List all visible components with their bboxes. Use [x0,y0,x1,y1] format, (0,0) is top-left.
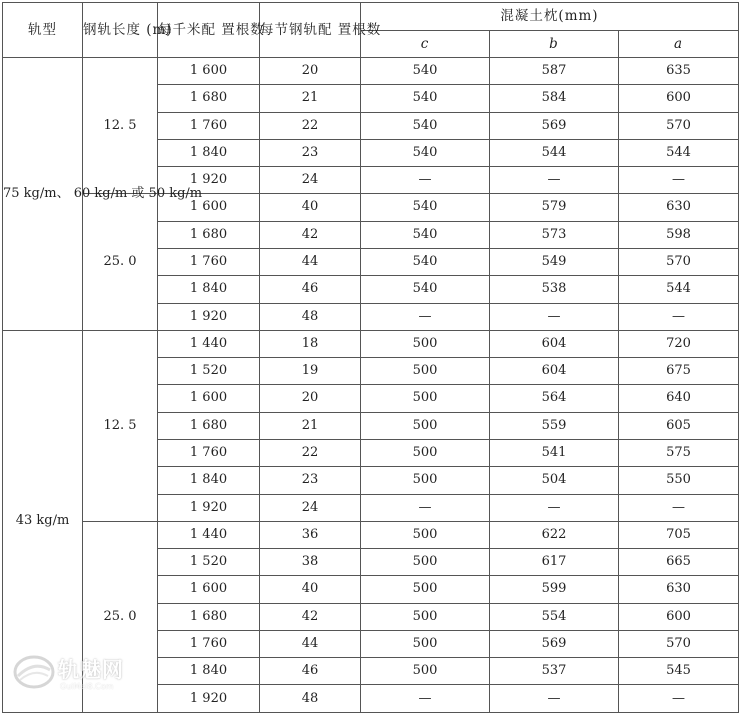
sleeper-a-cell: 598 [619,221,739,248]
sleeper-b-cell: 599 [490,576,619,603]
sleeper-b-cell: 544 [490,139,619,166]
per-km-cell: 1 760 [158,439,260,466]
per-section-cell: 23 [260,467,361,494]
sleeper-b-cell: 604 [490,330,619,357]
per-km-cell: 1 600 [158,385,260,412]
sleeper-c-cell: 540 [361,112,490,139]
per-section-cell: 19 [260,358,361,385]
sleeper-a-cell: — [619,303,739,330]
table-row [3,521,739,548]
per-km-cell: 1 920 [158,685,260,713]
sleeper-c-cell: 500 [361,521,490,548]
per-km-cell: 1 920 [158,167,260,194]
sleeper-a-cell: — [619,685,739,713]
sleeper-c-cell: 540 [361,85,490,112]
header-rail-type: 轨型 [3,3,83,58]
per-km-cell: 1 760 [158,248,260,275]
rail-length-cell: 25. 0 [83,194,158,330]
header-per-km: 每千米配 置根数 [158,3,260,58]
sleeper-c-cell: 500 [361,603,490,630]
sleeper-c-cell: 500 [361,358,490,385]
rail-length-cell: 25. 0 [83,521,158,712]
sleeper-c-cell: 500 [361,330,490,357]
per-km-cell: 1 520 [158,358,260,385]
sleeper-b-cell: 573 [490,221,619,248]
header-rail-length: 钢轨长度 (m) [83,3,158,58]
per-section-cell: 36 [260,521,361,548]
sleeper-a-cell: 575 [619,439,739,466]
sleeper-c-cell: 500 [361,549,490,576]
per-section-cell: 20 [260,385,361,412]
sleeper-a-cell: 570 [619,630,739,657]
sleeper-c-cell: 500 [361,467,490,494]
sleeper-a-cell: 570 [619,112,739,139]
per-km-cell: 1 840 [158,658,260,685]
per-km-cell: 1 840 [158,276,260,303]
per-section-cell: 42 [260,603,361,630]
per-section-cell: 24 [260,494,361,521]
sleeper-b-cell: 604 [490,358,619,385]
per-section-cell: 23 [260,139,361,166]
per-section-cell: 38 [260,549,361,576]
sleeper-a-cell: 550 [619,467,739,494]
per-km-cell: 1 840 [158,467,260,494]
per-km-cell: 1 440 [158,330,260,357]
header-col-b: b [490,31,619,58]
sleeper-b-cell: — [490,494,619,521]
per-km-cell: 1 520 [158,549,260,576]
sleeper-b-cell: 569 [490,630,619,657]
sleeper-b-cell: 587 [490,58,619,85]
header-per-section: 每节钢轨配 置根数 [260,3,361,58]
sleeper-a-cell: 640 [619,385,739,412]
per-section-cell: 24 [260,167,361,194]
per-km-cell: 1 920 [158,494,260,521]
sleeper-b-cell: 538 [490,276,619,303]
sleeper-b-cell: 549 [490,248,619,275]
watermark-text: 轨魅网 [58,658,124,682]
table-row [3,58,739,85]
per-section-cell: 21 [260,412,361,439]
header-concrete-sleeper: 混凝土枕(mm) [361,3,739,31]
per-km-cell: 1 760 [158,630,260,657]
per-section-cell: 48 [260,685,361,713]
sleeper-b-cell: — [490,685,619,713]
sleeper-c-cell: 540 [361,221,490,248]
per-section-cell: 18 [260,330,361,357]
sleeper-c-cell: — [361,494,490,521]
sleeper-b-cell: 564 [490,385,619,412]
sleeper-b-cell: 569 [490,112,619,139]
sleeper-a-cell: 635 [619,58,739,85]
sleeper-c-cell: 500 [361,630,490,657]
sleeper-c-cell: — [361,685,490,713]
sleeper-a-cell: 630 [619,194,739,221]
table-row [3,330,739,357]
sleeper-c-cell: 540 [361,248,490,275]
sleeper-a-cell: 600 [619,85,739,112]
sleeper-a-cell: 544 [619,276,739,303]
sleeper-c-cell: 540 [361,276,490,303]
sleeper-a-cell: — [619,167,739,194]
rail-type-cell: 43 kg/m [3,330,83,712]
rail-length-cell: 12. 5 [83,58,158,194]
header-col-a: a [619,31,739,58]
sleeper-b-cell: 537 [490,658,619,685]
sleeper-a-cell: 545 [619,658,739,685]
per-section-cell: 46 [260,276,361,303]
sleeper-c-cell: — [361,303,490,330]
per-km-cell: 1 600 [158,576,260,603]
sleeper-a-cell: 544 [619,139,739,166]
per-section-cell: 40 [260,194,361,221]
per-section-cell: 44 [260,630,361,657]
per-km-cell: 1 600 [158,58,260,85]
sleeper-c-cell: 540 [361,194,490,221]
per-km-cell: 1 760 [158,112,260,139]
per-section-cell: 46 [260,658,361,685]
sleeper-b-cell: 559 [490,412,619,439]
per-km-cell: 1 840 [158,139,260,166]
per-km-cell: 1 680 [158,603,260,630]
sleeper-a-cell: 705 [619,521,739,548]
sleeper-a-cell: 665 [619,549,739,576]
sleeper-c-cell: 500 [361,658,490,685]
per-km-cell: 1 680 [158,221,260,248]
sleeper-b-cell: 504 [490,467,619,494]
per-km-cell: 1 920 [158,303,260,330]
sleeper-a-cell: 600 [619,603,739,630]
per-section-cell: 20 [260,58,361,85]
sleeper-a-cell: 630 [619,576,739,603]
sleeper-c-cell: — [361,167,490,194]
header-col-c: c [361,31,490,58]
sleeper-a-cell: 720 [619,330,739,357]
per-section-cell: 42 [260,221,361,248]
sleeper-b-cell: — [490,167,619,194]
per-section-cell: 22 [260,112,361,139]
sleeper-b-cell: — [490,303,619,330]
sleeper-a-cell: 675 [619,358,739,385]
sleeper-b-cell: 584 [490,85,619,112]
sleeper-c-cell: 500 [361,439,490,466]
sleeper-c-cell: 500 [361,412,490,439]
per-km-cell: 1 600 [158,194,260,221]
per-section-cell: 40 [260,576,361,603]
per-km-cell: 1 440 [158,521,260,548]
sleeper-b-cell: 554 [490,603,619,630]
sleeper-a-cell: 570 [619,248,739,275]
sleeper-b-cell: 579 [490,194,619,221]
per-section-cell: 22 [260,439,361,466]
sleeper-c-cell: 540 [361,58,490,85]
rail-length-cell: 12. 5 [83,330,158,521]
per-km-cell: 1 680 [158,412,260,439]
sleeper-c-cell: 540 [361,139,490,166]
rail-type-cell: 75 kg/m、 60 kg/m 或 50 kg/m [3,58,83,331]
sleeper-c-cell: 500 [361,385,490,412]
per-section-cell: 48 [260,303,361,330]
sleeper-b-cell: 617 [490,549,619,576]
sleeper-c-cell: 500 [361,576,490,603]
watermark-domain: GuiMei8.Com [60,682,114,691]
per-section-cell: 44 [260,248,361,275]
sleeper-b-cell: 541 [490,439,619,466]
sleeper-b-cell: 622 [490,521,619,548]
sleeper-allocation-table [2,2,739,713]
per-section-cell: 21 [260,85,361,112]
sleeper-a-cell: 605 [619,412,739,439]
per-km-cell: 1 680 [158,85,260,112]
sleeper-a-cell: — [619,494,739,521]
